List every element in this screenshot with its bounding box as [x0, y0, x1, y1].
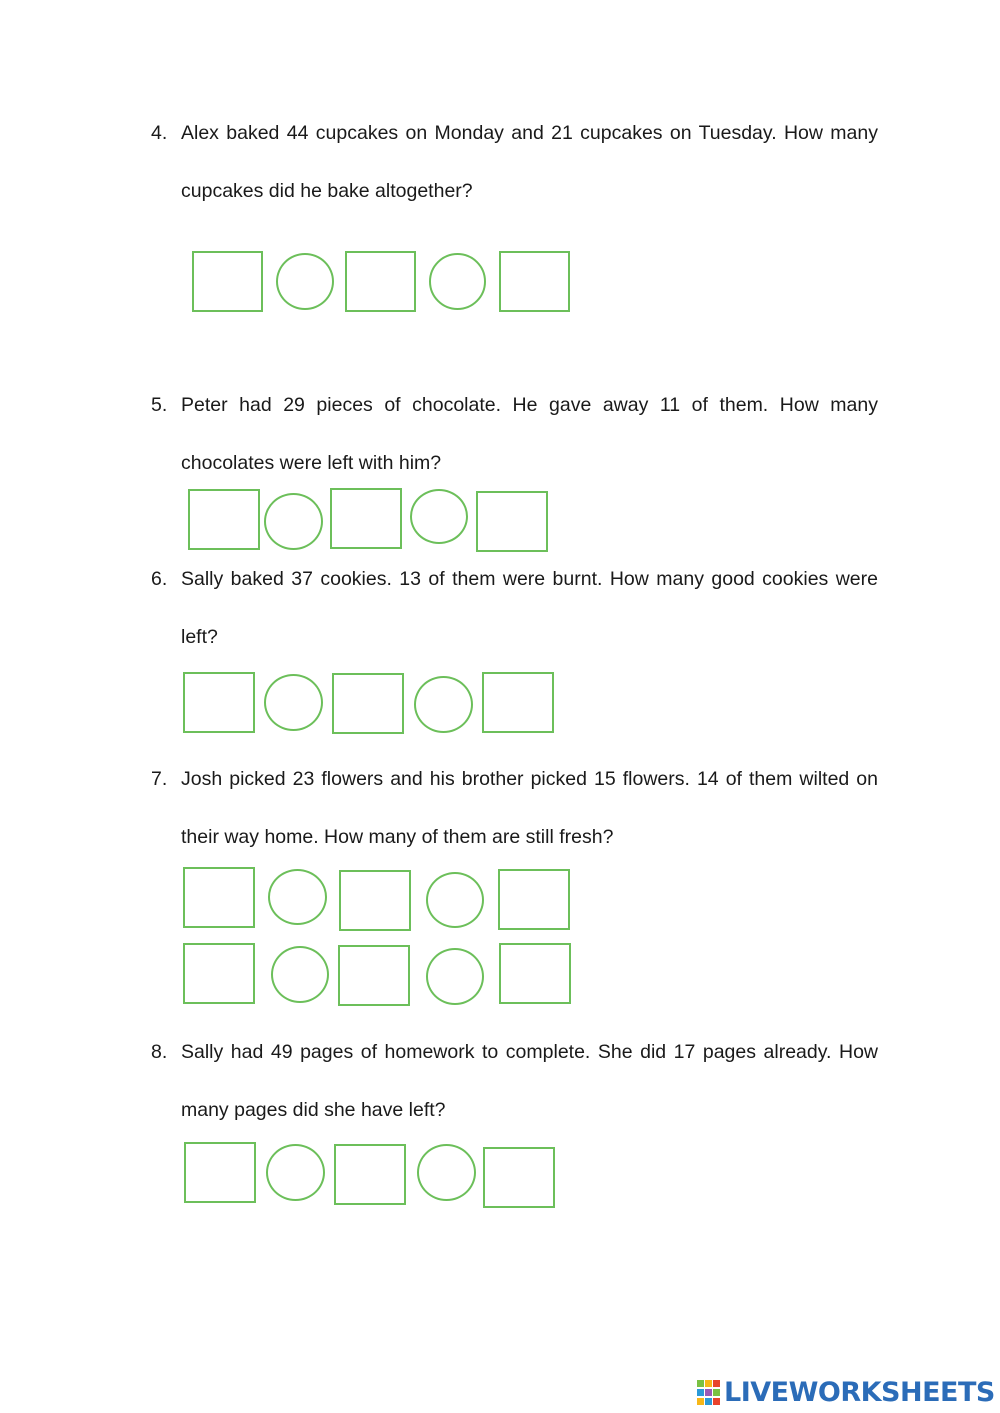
question-text-line-1: Peter had 29 pieces of chocolate. He gave away 11 of them. How many	[181, 394, 878, 416]
question-text-line-1: Sally had 49 pages of homework to complete. She did 17 pages already. How	[181, 1041, 878, 1063]
answer-box-number-2[interactable]	[334, 1144, 406, 1205]
answer-circle-row2-operator-1[interactable]	[271, 946, 329, 1003]
answer-box-row1-number-1[interactable]	[183, 867, 255, 928]
answer-box-number-1[interactable]	[192, 251, 263, 312]
answer-box-row2-number-2[interactable]	[338, 945, 410, 1006]
answer-box-row2-result[interactable]	[499, 943, 571, 1004]
answer-box-number-2[interactable]	[345, 251, 416, 312]
answer-circle-operator-2[interactable]	[414, 676, 473, 733]
question-number: 5.	[151, 394, 168, 416]
answer-circle-operator-2[interactable]	[410, 489, 468, 544]
answer-circle-row2-operator-2[interactable]	[426, 948, 484, 1005]
question-number: 6.	[151, 568, 168, 590]
answer-circle-operator-1[interactable]	[264, 674, 323, 731]
liveworksheets-logo[interactable]	[697, 1376, 995, 1410]
question-text-line-1: Sally baked 37 cookies. 13 of them were burnt. How many good cookies were	[181, 568, 878, 590]
liveworksheets-brand-text: LIVEWORKSHEETS	[724, 1377, 995, 1408]
answer-box-result[interactable]	[476, 491, 548, 552]
answer-circle-row1-operator-1[interactable]	[268, 869, 327, 925]
answer-box-number-1[interactable]	[183, 672, 255, 733]
question-text-line-2: chocolates were left with him?	[181, 452, 442, 474]
answer-box-result[interactable]	[482, 672, 554, 733]
answer-circle-operator-1[interactable]	[276, 253, 334, 310]
question-number: 7.	[151, 768, 168, 790]
question-text-line-2: left?	[181, 626, 218, 648]
answer-box-row2-number-1[interactable]	[183, 943, 255, 1004]
answer-box-row1-number-2[interactable]	[339, 870, 411, 931]
answer-box-result[interactable]	[483, 1147, 555, 1208]
answer-circle-operator-1[interactable]	[264, 493, 323, 550]
answer-box-row1-result[interactable]	[498, 869, 570, 930]
question-text-line-2: cupcakes did he bake altogether?	[181, 180, 473, 202]
answer-circle-operator-2[interactable]	[429, 253, 486, 310]
answer-box-number-1[interactable]	[184, 1142, 256, 1203]
question-number: 8.	[151, 1041, 168, 1063]
answer-circle-row1-operator-2[interactable]	[426, 872, 484, 928]
question-text-line-1: Alex baked 44 cupcakes on Monday and 21 cupcakes on Tuesday. How many	[181, 122, 878, 144]
question-text-line-2: many pages did she have left?	[181, 1099, 446, 1121]
question-text-line-1: Josh picked 23 flowers and his brother picked 15 flowers. 14 of them wilted on	[181, 768, 878, 790]
answer-circle-operator-1[interactable]	[266, 1144, 325, 1201]
question-number: 4.	[151, 122, 168, 144]
answer-box-number-2[interactable]	[332, 673, 404, 734]
answer-box-result[interactable]	[499, 251, 570, 312]
answer-box-number-2[interactable]	[330, 488, 402, 549]
question-text-line-2: their way home. How many of them are still fresh?	[181, 826, 614, 848]
answer-box-number-1[interactable]	[188, 489, 260, 550]
answer-circle-operator-2[interactable]	[417, 1144, 476, 1201]
liveworksheets-logo-icon	[697, 1380, 721, 1406]
